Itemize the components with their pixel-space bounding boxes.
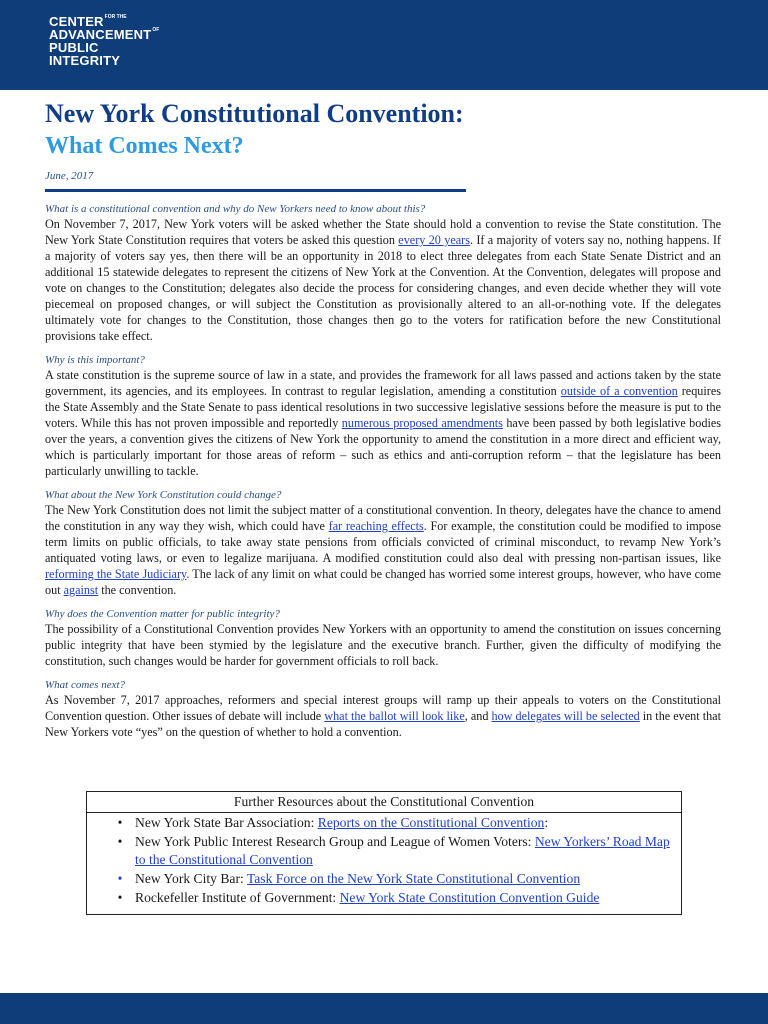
bullet-icon: • [117, 890, 123, 905]
footer-banner [0, 993, 768, 1024]
paragraph-text: The New York Constitution does not limit the subject matter of a constitutional convention. In theory, delegates have the chance to amend the constitution in any way they wish, which could have [45, 503, 721, 533]
inline-link[interactable]: numerous proposed amendments [341, 416, 503, 430]
resource-link[interactable]: New Yorkers’ Road Map to the Constitutional Convention [135, 834, 670, 867]
paragraph-text: On November 7, 2017, New York voters will be asked whether the State should hold a convention to revise the State constitution. The New York State Constitution requires that voters be asked this question [45, 217, 721, 247]
inline-link[interactable]: every 20 years [398, 233, 470, 247]
paragraph-text: A state constitution is the supreme source of law in a state, and provides the framework for all laws passed and actions taken by the state government, its agencies, and its employees. In contrast to regular legislation, amending a constitution [45, 368, 721, 398]
resource-item [115, 814, 673, 832]
paragraph-text: , and [464, 709, 492, 723]
paragraph-text: requires the State Assembly and the State Senate to pass identical resolutions in two successive legislative sessions before the measure is put to the voters. While this has not proven impossible and reportedly [45, 384, 721, 430]
paragraph-text: . If a majority of voters say no, nothing happens. If a majority of voters say yes, then there will be an opportunity in 2018 to elect three delegates from each State Senate District and an additional 15 statewide delegates to represent the citizens of New York at the Convention. At the Convention, delegates will propose and vote on changes to the Constitution; delegates also decide the process for considering changes, and even decide whether they will vote piecemeal on proposed changes, or will subject the Constitution as provisionally altered to an all-or-nothing vote. If the delegates ultimately vote for changes to the Constitution, those changes then go to the voters for ratification before the new Constitutional provisions take effect. [45, 233, 721, 343]
document-title: New York Constitutional Convention: [45, 99, 464, 128]
resource-suffix: : [544, 815, 549, 830]
paragraph-text: . The lack of any limit on what could be changed has worried some interest groups, however, who have come out [45, 567, 721, 597]
resource-link[interactable]: New York State Constitution Convention Guide [339, 890, 600, 905]
resources-list [87, 813, 681, 914]
section-question: What about the New York Constitution could change? [45, 489, 282, 501]
section-question: What is a constitutional convention and why do New Yorkers need to know about this? [45, 203, 426, 215]
resource-source: Rockefeller Institute of Government: [135, 890, 340, 905]
inline-link[interactable]: what the ballot will look like [324, 709, 465, 723]
paragraph-text: have been passed by both legislative bodies over the years, a convention gives the citizens of New York the opportunity to amend the constitution in a more direct and efficient way, which is particularly important for those areas of reform – such as ethics and anti-corruption reform – that the legislature has been particularly unwilling to tackle. [45, 416, 721, 478]
paragraph-text: The possibility of a Constitutional Convention provides New Yorkers with an opportunity to amend the constitution on issues concerning public integrity that have been stymied by the legislature and the executive branch. Further, given the difficulty of modifying the constitution, such changes would be harder for government officials to roll back. [45, 622, 721, 668]
inline-link[interactable]: against [63, 583, 99, 597]
resource-source: New York City Bar: [135, 871, 247, 886]
resource-item [115, 889, 673, 907]
logo-line: $CENTER^{FOR THE}$ [49, 14, 127, 29]
resource-item [115, 833, 673, 869]
inline-link[interactable]: reforming the State Judiciary [45, 567, 187, 581]
inline-link[interactable]: far reaching effects [328, 519, 424, 533]
organization-logo [49, 15, 159, 67]
resource-link[interactable]: Task Force on the New York State Constitutional Convention [246, 871, 581, 886]
bullet-icon: • [117, 871, 123, 886]
logo-line: INTEGRITY [49, 53, 121, 68]
resource-source: New York State Bar Association: [135, 815, 318, 830]
inline-link[interactable]: how delegates will be selected [491, 709, 640, 723]
section-paragraph [45, 216, 721, 344]
bullet-icon: • [117, 815, 123, 830]
paragraph-text: the convention. [98, 583, 177, 597]
inline-link[interactable]: outside of a convention [560, 384, 678, 398]
bullet-icon: • [117, 834, 123, 849]
section-paragraph [45, 621, 721, 669]
document-date: June, 2017 [45, 170, 94, 182]
header-banner [0, 0, 768, 90]
logo-line: PUBLIC [49, 40, 99, 55]
title-divider [45, 189, 466, 192]
section-paragraph [45, 692, 721, 740]
sections-container [45, 202, 721, 740]
document-subtitle: What Comes Next? [45, 133, 244, 159]
section-question: Why is this important? [45, 354, 145, 366]
logo-line: $ADVANCEMENT^{OF}$ [49, 27, 160, 42]
resources-title: Further Resources about the Constitutional Convention [87, 792, 681, 813]
section-question: Why does the Convention matter for public integrity? [45, 608, 280, 620]
paragraph-text: . For example, the constitution could be modified to impose term limits on public officials, to take away state pensions from officials convicted of criminal misconduct, to revamp New York’s antiquated voting laws, or even to legalize marijuana. A modified constitution could also deal with pressing non-partisan issues, like [45, 519, 722, 565]
section-paragraph [45, 502, 721, 598]
section-question: What comes next? [45, 679, 126, 691]
resource-source: New York Public Interest Research Group and League of Women Voters: [135, 834, 535, 849]
section-paragraph [45, 367, 721, 479]
paragraph-text: As November 7, 2017 approaches, reformers and special interest groups will ramp up their appeals to voters on the Constitutional Convention question. Other issues of debate will include [45, 693, 721, 723]
resources-box [86, 791, 682, 915]
paragraph-text: in the event that New Yorkers vote “yes” on the question of whether to hold a convention. [45, 709, 721, 739]
resource-item [115, 870, 673, 888]
document-body [45, 98, 721, 749]
resource-link[interactable]: Reports on the Constitutional Convention [317, 815, 545, 830]
